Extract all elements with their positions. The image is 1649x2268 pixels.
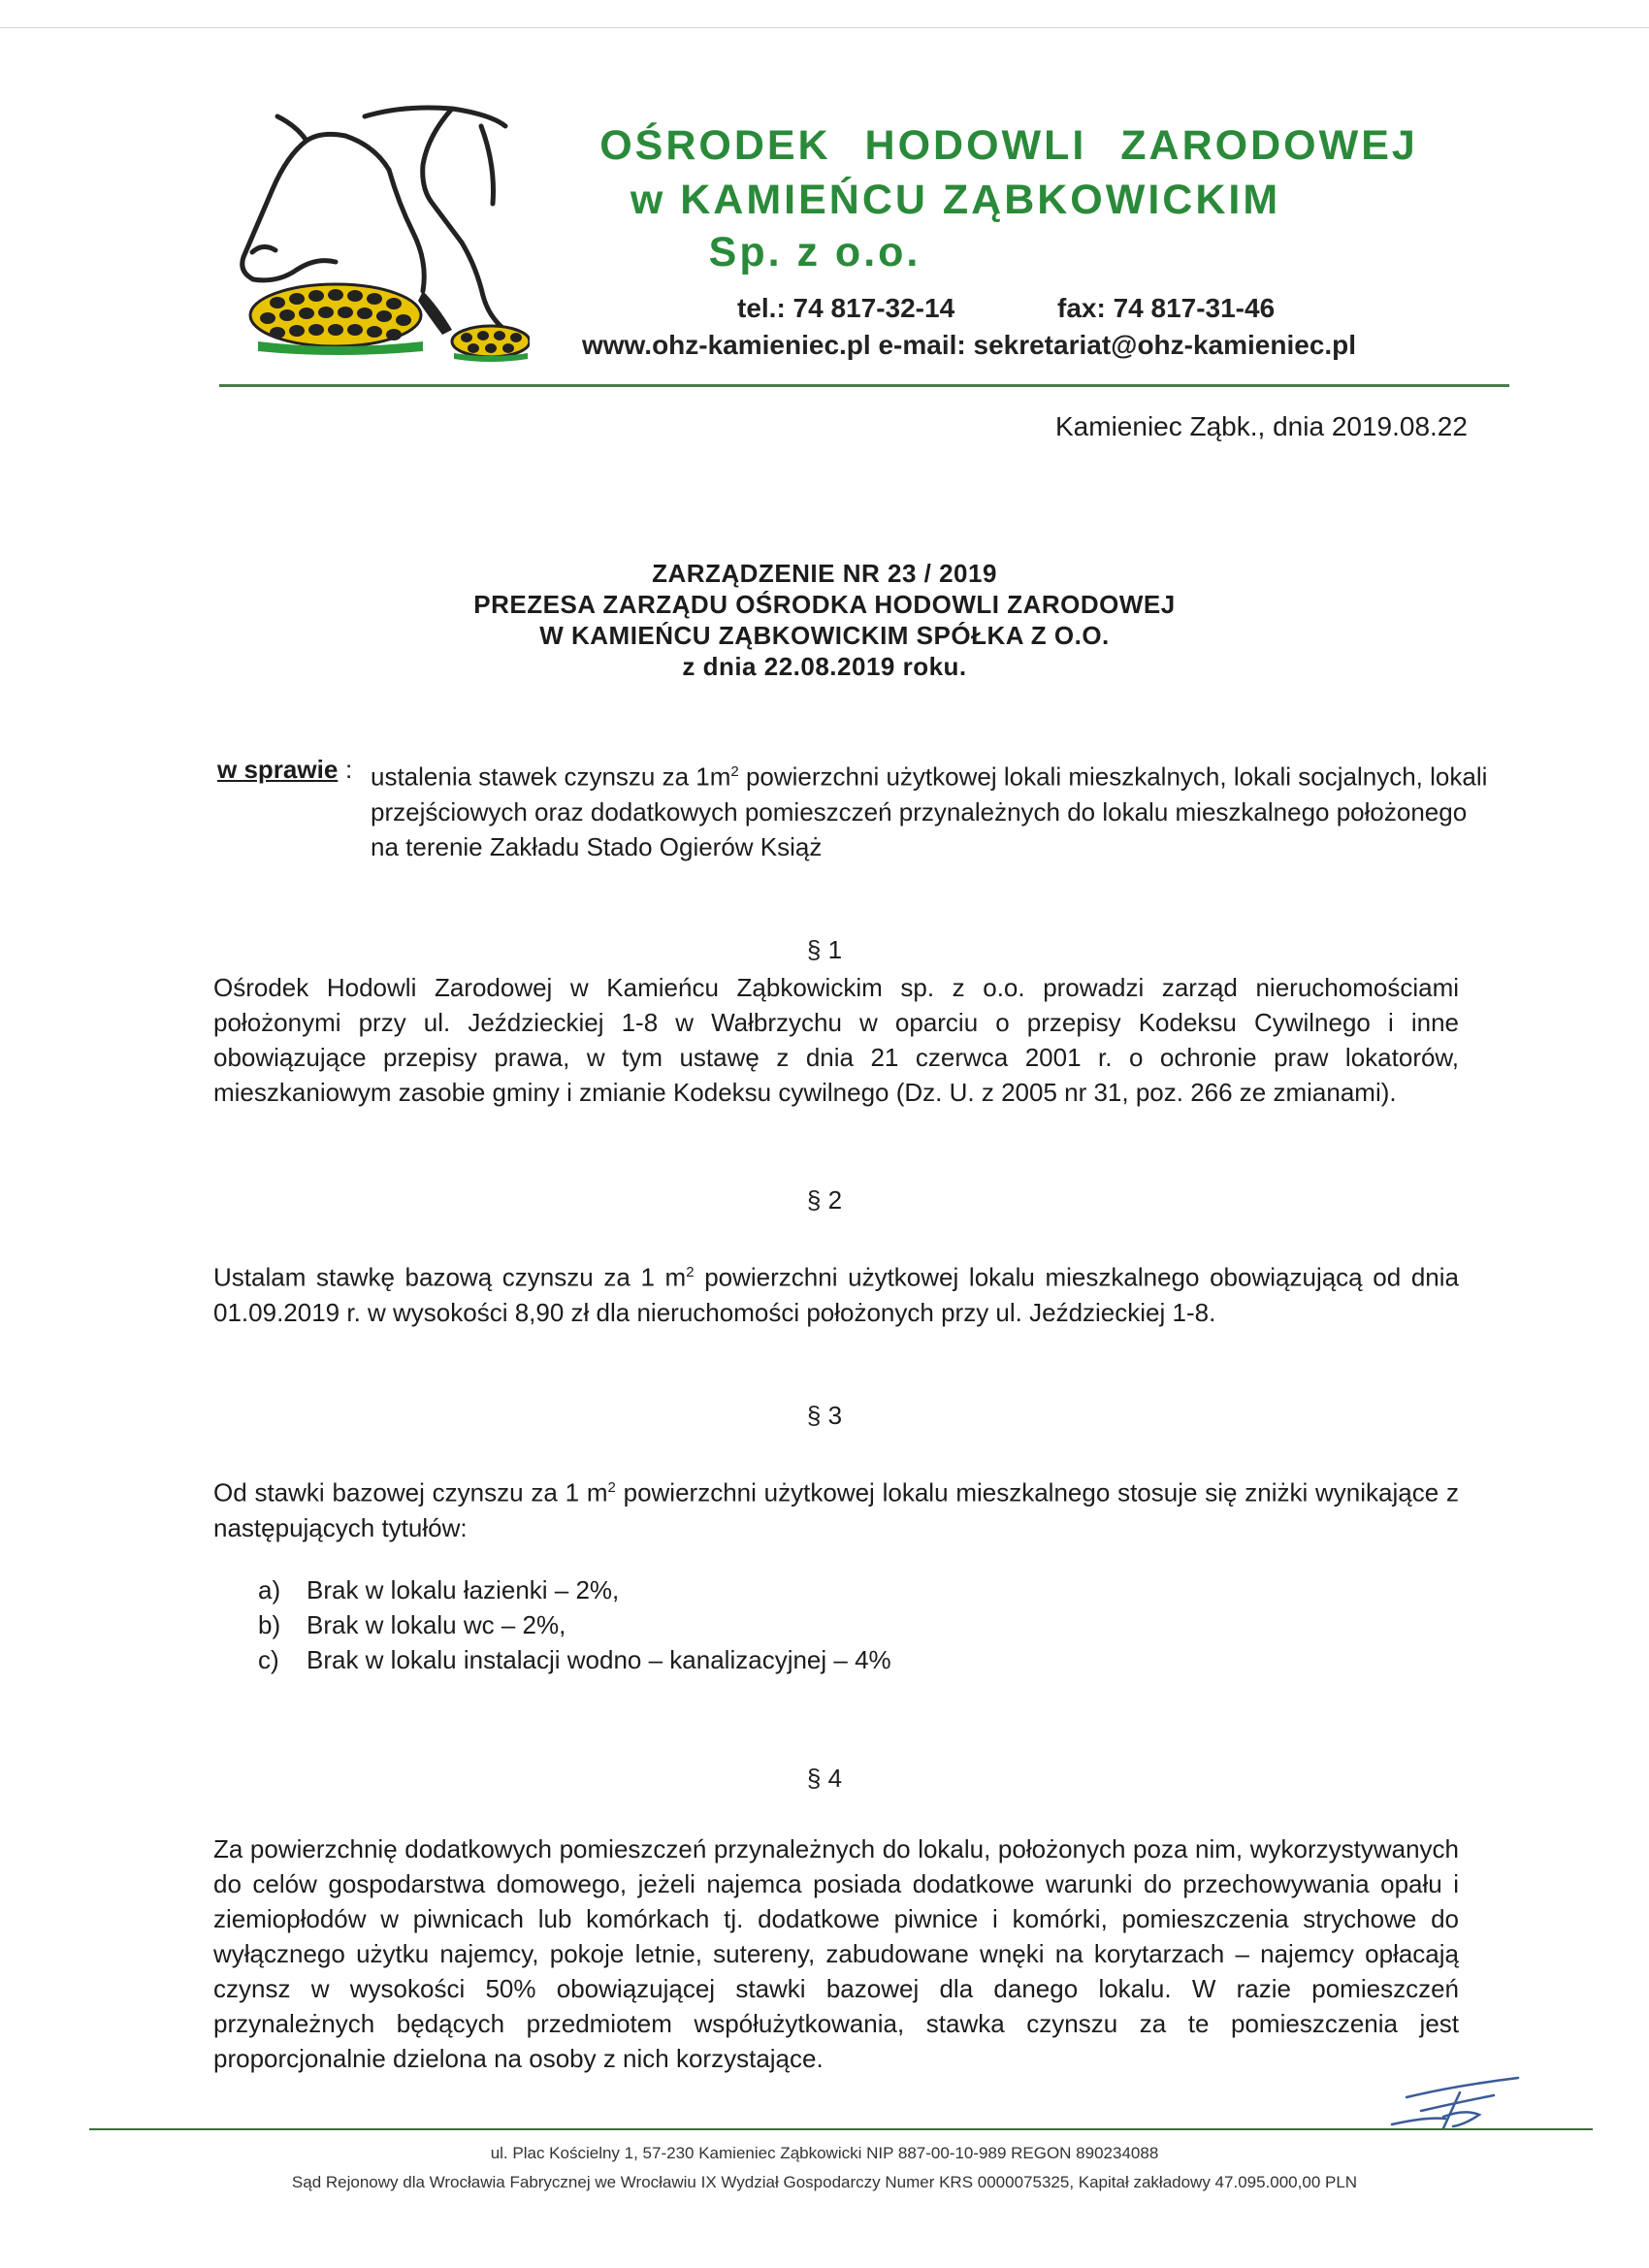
list-item-text: Brak w lokalu łazienki – 2%,: [307, 1575, 620, 1604]
title-line1: ZARZĄDZENIE NR 23 / 2019: [652, 559, 997, 588]
footer-registration: Sąd Rejonowy dla Wrocławia Fabrycznej we Wrocławiu IX Wydział Gospodarczy Numer KRS 0000075325, Kapitał zakładowy 47.095.000,00 PLN: [291, 2173, 1358, 2191]
list-item-letter: b): [258, 1610, 281, 1639]
footer-address: ul. Plac Kościelny 1, 57-230 Kamieniec Ząbkowicki NIP 887-00-10-989 REGON 890234088: [490, 2144, 1159, 2162]
subject-colon: :: [345, 755, 353, 784]
list-item-text: Brak w lokalu wc – 2%,: [307, 1610, 566, 1639]
page-top-edge: [0, 27, 1649, 28]
telephone: tel.: 74 817-32-14: [737, 293, 955, 323]
org-name-line2: w KAMIEŃCU ZĄBKOWICKIM: [630, 177, 1281, 223]
title-line2: PREZESA ZARZĄDU OŚRODKA HODOWLI ZARODOWEJ: [473, 590, 1176, 619]
date-line: Kamieniec Ząbk., dnia 2019.08.22: [1055, 411, 1468, 441]
section-3-heading: § 3: [806, 1401, 843, 1430]
header-divider: [219, 384, 1509, 387]
www-email: www.ohz-kamieniec.pl e-mail: sekretariat@ohz-kamieniec.pl: [582, 330, 1357, 360]
fax: fax: 74 817-31-46: [1057, 293, 1276, 323]
subject-label: w sprawie: [217, 755, 339, 784]
signature-icon: [1387, 2068, 1533, 2134]
section-1-text: Ośrodek Hodowli Zarodowej w Kamieńcu Ząbkowickim sp. z o.o. prowadzi zarząd nieruchomościami położonymi przy ul. Jeździeckiej 1-8 w Wałbrzychu w oparciu o przepisy Kodeksu Cywilnego i inne obowiązujące przepisy prawa, w tym ustawę z dnia 21 czerwca 2001 r. o ochronie praw lokatorów, mieszkaniowym zasobie gminy i zmianie Kodeksu cywilnego (Dz. U. z 2005 nr 31, poz. 266 ze zmianami).: [213, 973, 1459, 1107]
list-item-text: Brak w lokalu instalacji wodno – kanalizacyjnej – 4%: [307, 1645, 891, 1674]
subject-text: ustalenia stawek czynszu za $1m^2$ powierzchni użytkowej lokali mieszkalnych, lokali socjalnych, lokali przejściowych oraz dodatkowych pomieszczeń przynależnych do lokalu mieszkalnego położonego na terenie Zakładu Stado Ogierów Książ: [371, 761, 1488, 861]
title-line4: z dnia 22.08.2019 roku.: [682, 652, 967, 681]
list-item-letter: c): [258, 1645, 279, 1674]
section-4-text: Za powierzchnię dodatkowych pomieszczeń przynależnych do lokalu, położonych poza nim, wykorzystywanych do celów gospodarstwa domowego, jeżeli najemca posiada dodatkowe warunki do przechowywania opału i ziemiopłodów w piwnicach lub komórkach tj. dodatkowe piwnice i komórki, pomieszczenia strychowe do wyłącznego użytku najemcy, pokoje letnie, sutereny, zabudowane wnęki na korytarzach – najemcy opłacają czynsz w wysokości 50% obowiązującej stawki bazowej dla danego lokalu. W razie pomieszczeń przynależnych będących przedmiotem współużytkowania, stawka czynszu za te pomieszczenia jest proporcjonalnie dzielona na osoby z nich korzystające.: [213, 1834, 1459, 2073]
section-3-text: Od stawki bazowej czynszu za 1 $m^2$ powierzchni użytkowej lokalu mieszkalnego stosuje się zniżki wynikające z następujących tytułów:: [213, 1477, 1459, 1542]
section-2-text: Ustalam stawkę bazową czynszu za 1 $m^2$ powierzchni użytkowej lokalu mieszkalnego obowiązującą od dnia 01.09.2019 r. w wysokości 8,90 zł dla nieruchomości położonych przy ul. Jeździeckiej 1-8.: [213, 1262, 1459, 1327]
section-4-heading: § 4: [806, 1764, 843, 1793]
title-line3: W KAMIEŃCU ZĄBKOWICKIM SPÓŁKA Z O.O.: [539, 621, 1110, 650]
list-item-letter: a): [258, 1575, 281, 1604]
horse-cow-corn-logo-icon: [229, 97, 530, 369]
org-name-line3: Sp. z o.o.: [708, 229, 922, 275]
org-name-line1: OŚRODEK HODOWLI ZARODOWEJ: [599, 122, 1418, 169]
footer-divider: [89, 2128, 1593, 2130]
section-2-heading: § 2: [806, 1185, 843, 1215]
section-1-heading: § 1: [806, 935, 843, 964]
